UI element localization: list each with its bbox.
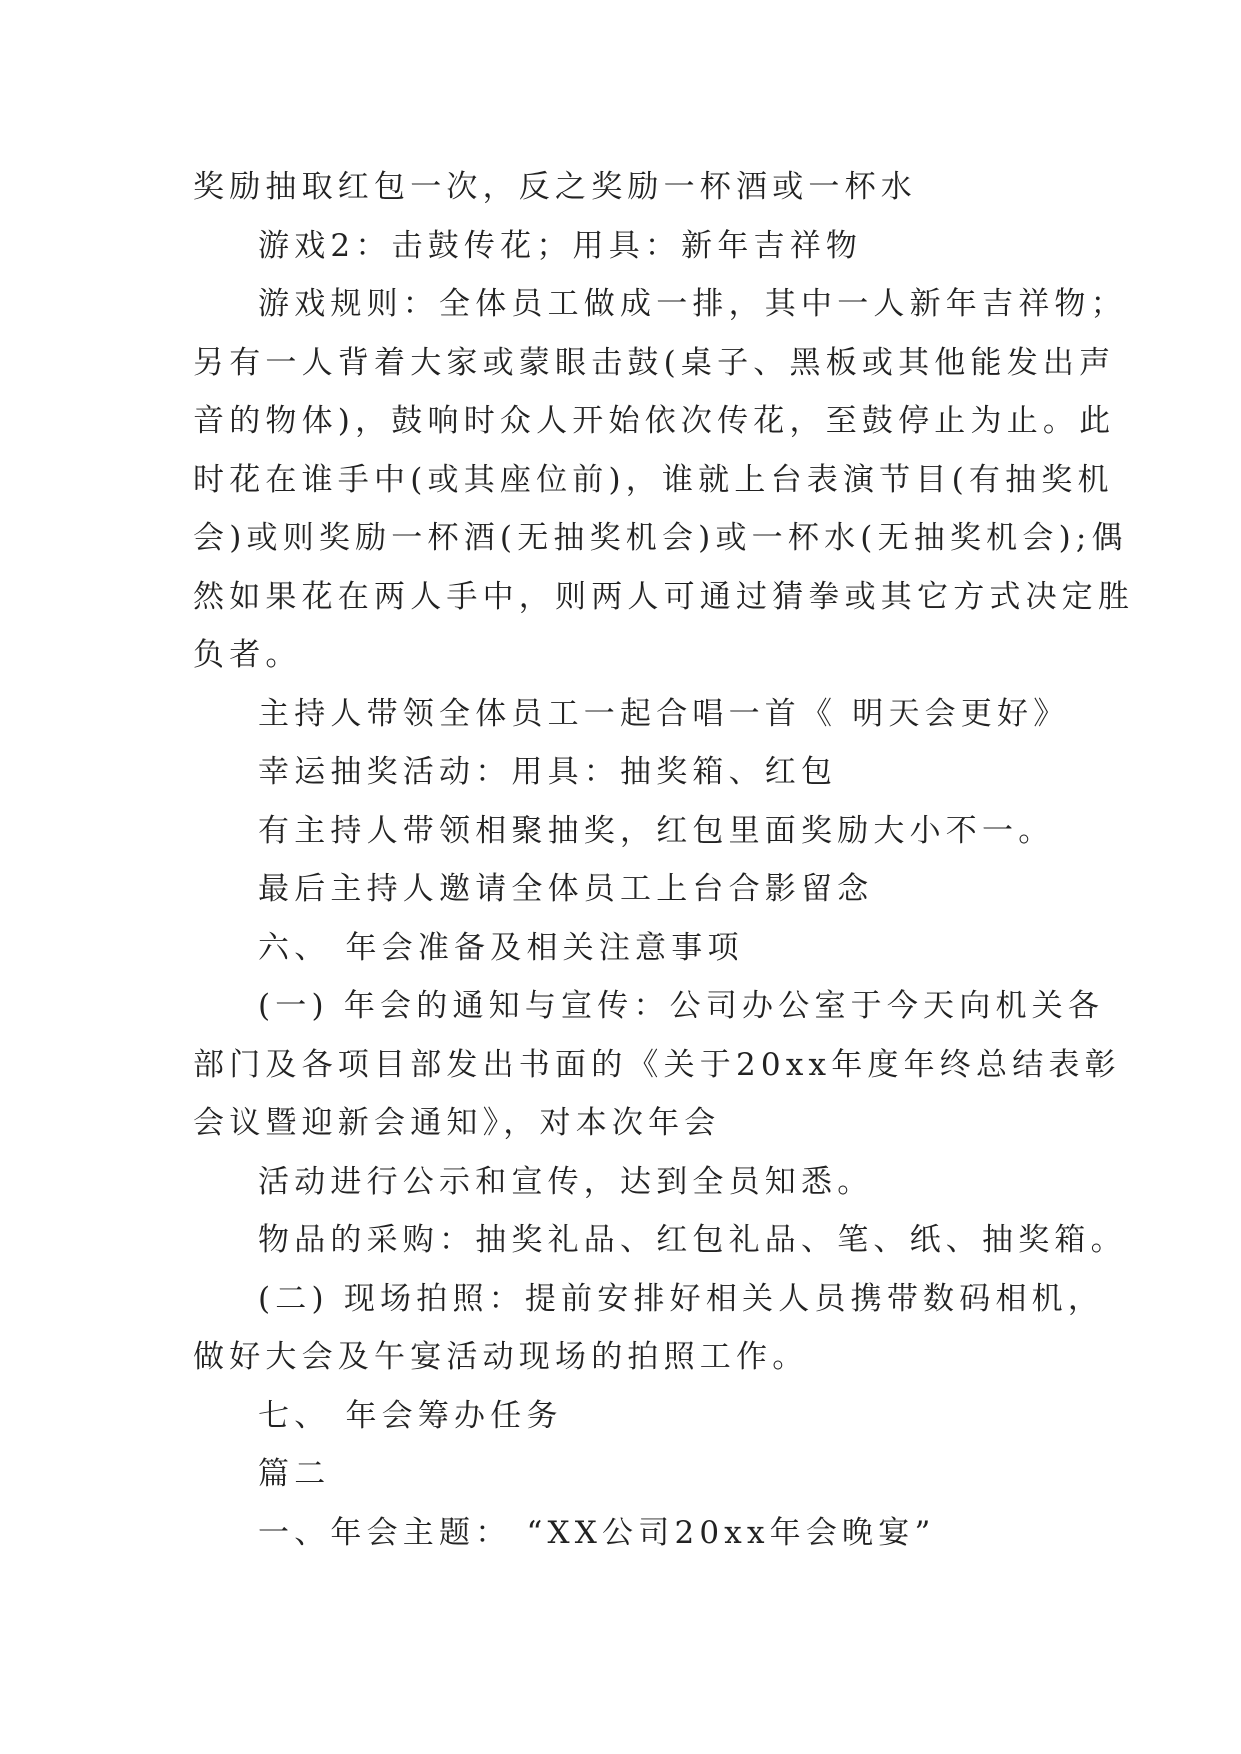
text-line: (一) 年会的通知与宣传：公司办公室于今天向机关各 (258, 988, 1105, 1024)
text-line: 时花在谁手中(或其座位前)，谁就上台表演节目(有抽奖机 (193, 461, 1114, 498)
text-line: 有主持人带领相聚抽奖，红包里面奖励大小不一。 (258, 812, 1055, 849)
text-line: 负者。 (193, 637, 302, 673)
text-line: 幸运抽奖活动：用具：抽奖箱、红包 (258, 754, 838, 790)
text-line: 会议暨迎新会通知》，对本次年会 (193, 1105, 721, 1141)
part-heading: 篇二 (258, 1456, 331, 1492)
text-line: 物品的采购：抽奖礼品、红包礼品、笔、纸、抽奖箱。 (258, 1222, 1127, 1258)
text-line: 活动进行公示和宣传，达到全员知悉。 (258, 1163, 874, 1200)
text-line: 音的物体)，鼓响时众人开始依次传花，至鼓停止为止。此 (193, 403, 1116, 439)
document-body (193, 158, 1135, 1562)
section-heading: 一、年会主题： “XX公司20xx年会晚宴” (258, 1514, 936, 1551)
text-line: 然如果花在两人手中，则两人可通过猜拳或其它方式决定胜 (193, 578, 1135, 615)
text-line: 最后主持人邀请全体员工上台合影留念 (258, 871, 874, 907)
text-line: 会)或则奖励一杯酒(无抽奖机会)或一杯水(无抽奖机会);偶 (193, 520, 1128, 556)
text-line: 另有一人背着大家或蒙眼击鼓(桌子、黑板或其他能发出声 (193, 344, 1116, 381)
text-line: 游戏2：击鼓传花；用具：新年吉祥物 (258, 227, 863, 264)
text-line: 奖励抽取红包一次，反之奖励一杯酒或一杯水 (193, 169, 917, 205)
text-line: (二) 现场拍照：提前安排好相关人员携带数码相机， (258, 1280, 1105, 1317)
section-heading: 七、 年会筹办任务 (258, 1397, 563, 1434)
text-line: 游戏规则：全体员工做成一排，其中一人新年吉祥物； (258, 286, 1127, 322)
text-line: 部门及各项目部发出书面的《关于20xx年度年终总结表彰 (193, 1046, 1121, 1083)
text-line: 做好大会及午宴活动现场的拍照工作。 (193, 1339, 809, 1375)
section-heading: 六、 年会准备及相关注意事项 (258, 929, 744, 966)
text-line: 主持人带领全体员工一起合唱一首《 明天会更好》 (258, 695, 1070, 732)
